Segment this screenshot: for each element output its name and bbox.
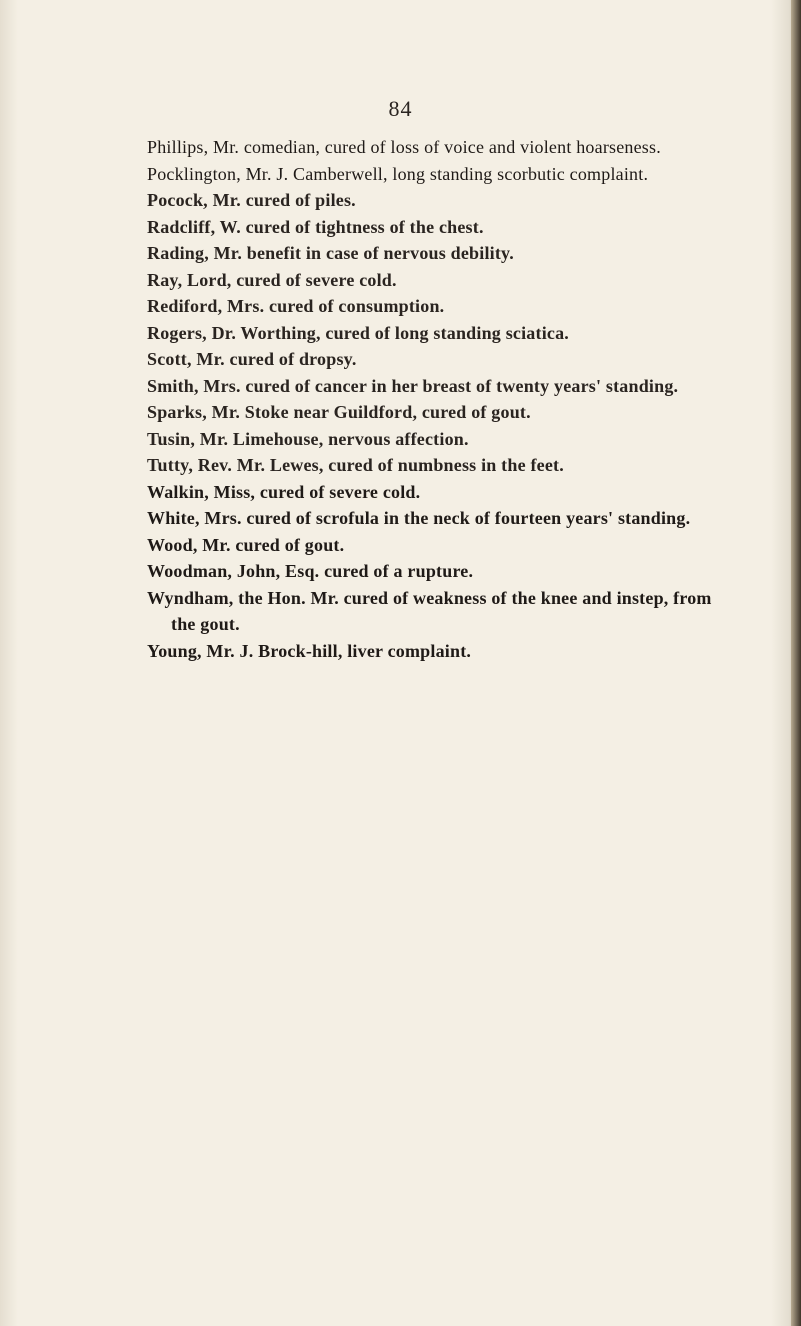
list-item: Smith, Mrs. cured of cancer in her breast of twenty years' standing. [147, 375, 679, 396]
page-number: 84 [388, 96, 413, 121]
list-item: Radcliff, W. cured of tightness of the chest. [147, 216, 484, 237]
list-item: Rediford, Mrs. cured of consumption. [147, 296, 445, 316]
list-item: Pocklington, Mr. J. Camberwell, long standing scorbutic complaint. [147, 163, 649, 184]
list-item: Pocock, Mr. cured of piles. [147, 190, 356, 210]
list-item: Tutty, Rev. Mr. Lewes, cured of numbness in the feet. [147, 455, 564, 475]
list-item: Rogers, Dr. Worthing, cured of long standing sciatica. [147, 322, 569, 343]
list-item: Young, Mr. J. Brock-hill, liver complaint. [147, 640, 472, 661]
list-item: White, Mrs. cured of scrofula in the neck of fourteen years' standing. [147, 508, 691, 528]
list-item: Walkin, Miss, cured of severe cold. [147, 481, 421, 502]
list-item: Phillips, Mr. comedian, cured of loss of voice and violent hoarseness. [147, 137, 661, 157]
list-item: Rading, Mr. benefit in case of nervous debility. [147, 243, 514, 263]
list-item: Ray, Lord, cured of severe cold. [147, 269, 397, 290]
list-item: Woodman, John, Esq. cured of a rupture. [147, 561, 474, 581]
list-item: Scott, Mr. cured of dropsy. [147, 349, 357, 369]
page-edge-shadow [791, 0, 801, 1326]
testimonial-list [147, 134, 727, 664]
list-item: Sparks, Mr. Stoke near Guildford, cured of gout. [147, 402, 531, 422]
list-item: Wyndham, the Hon. Mr. cured of weakness of the knee and instep, from the gout. [147, 587, 712, 634]
list-item: Tusin, Mr. Limehouse, nervous affection. [147, 428, 469, 449]
list-item: Wood, Mr. cured of gout. [147, 534, 345, 555]
